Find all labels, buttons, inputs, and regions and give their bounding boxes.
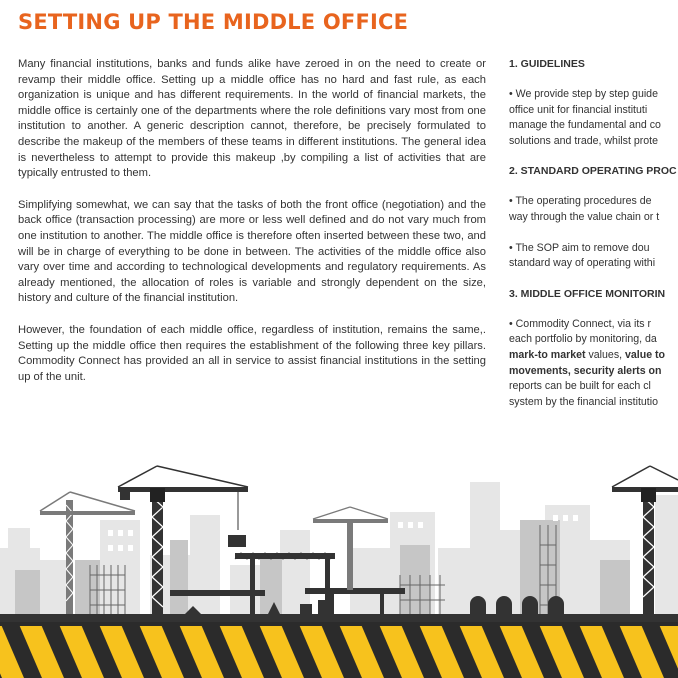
intro-paragraph: Simplifying somewhat, we can say that the tasks of both the front office (negotiation) and the back office (transaction processing) are more or less well defined and do not vary much from one institution to another. The middle office is therefore often inserted between these two, and will be in charge of everything to be done in between. The activities of the middle office also vary over time and according to technological developments and regulatory requirements. As already mentioned, the allocation of roles is variable and strongly dependent on the size, history and culture of the financial institution. (18, 198, 486, 305)
hazard-stripe-band (0, 622, 678, 678)
section-bullet: • The operating procedures de way through the value chain or t (509, 195, 660, 223)
background-buildings (0, 482, 678, 630)
section-heading: 1. GUIDELINES (509, 58, 585, 70)
intro-paragraph: Many financial institutions, banks and funds alike have zeroed in on the need to create or revamp their middle office. Setting up a middle office has no hard and fast rule, as each organization is unique and has different requirements. In the world of financial markets, the middle office is certainly one of the departments where the role definitions vary most from one institution to another. A generic description cannot, therefore, be precisely formulated to describe the makeup of the members of these teams in different institutions. The general idea is nevertheless to attempt to provide this makeup ,by compiling a list of activities that are typically entrusted to them. (18, 58, 486, 180)
intro-paragraph: However, the foundation of each middle office, regardless of institution, remains the same,. Setting up the middle office then requires the establishment of the following three key pillars. Commodity Connect has provided an all in service to assist financial institutions in the setting up of the unit. (18, 323, 486, 383)
section-bullet: • The SOP aim to remove dou standard way of operating withi (509, 241, 656, 270)
intro-text-column (18, 57, 486, 401)
section-bullet: • We provide step by step guide office unit for financial instituti manage the fundamental and co solutions and trade, whilst prote (509, 88, 661, 147)
pillars-column (509, 57, 678, 425)
section-bullet: • Commodity Connect, via its r each portfolio by monitoring, da mark-to market values, value to movements, security alerts on reports can be built for each cl system by the financial institutio (509, 317, 666, 408)
section-heading: 3. MIDDLE OFFICE MONITORIN (509, 287, 666, 300)
page-title: SETTING UP THE MIDDLE OFFICE (18, 10, 409, 34)
section-heading: 2. STANDARD OPERATING PROC (509, 165, 677, 178)
